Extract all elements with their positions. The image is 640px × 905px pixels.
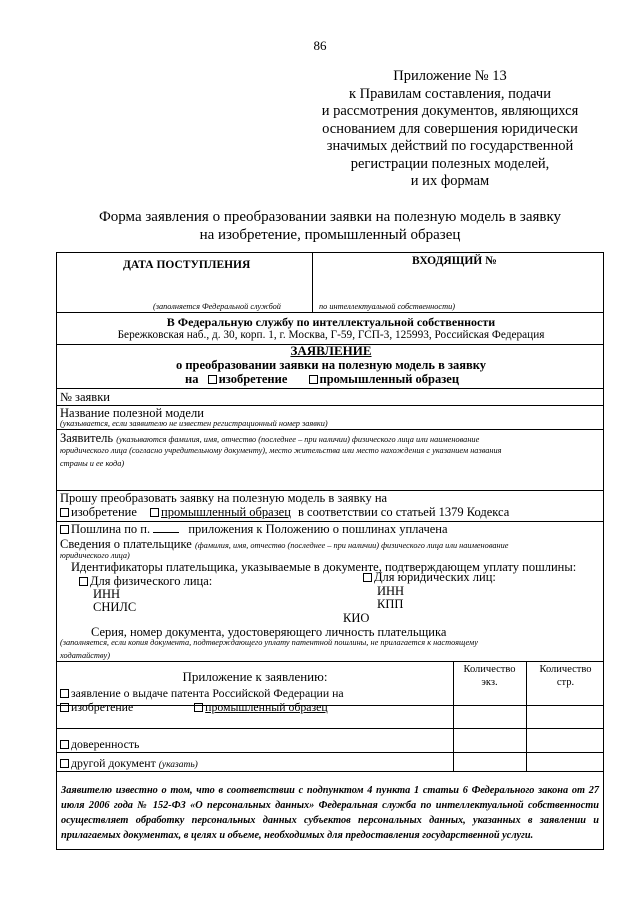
date-received-label: ДАТА ПОСТУПЛЕНИЯ — [123, 259, 251, 271]
attachment-design-label: промышленный образец — [205, 700, 328, 714]
appendix-line: регистрации полезных моделей, — [350, 155, 550, 172]
kio-field[interactable]: КИО — [343, 611, 370, 625]
utility-model-name-field[interactable]: Название полезной модели — [60, 406, 204, 420]
attachment-patent-options — [60, 700, 328, 715]
applicant-field[interactable] — [60, 431, 479, 446]
request-invention-label: изобретение — [71, 505, 137, 519]
id-document-field[interactable]: Серия, номер документа, удостоверяющего личность плательщика — [91, 625, 447, 639]
fill-note-right: по интеллектуальной собственности) — [319, 302, 455, 311]
statement-options — [185, 372, 459, 387]
appendix-line: и их формам — [410, 173, 490, 189]
copies-header-line: экз. — [481, 677, 498, 688]
legal-entity-checkbox[interactable] — [363, 573, 372, 582]
payer-info-line — [60, 537, 508, 552]
kpp-field[interactable]: КПП — [377, 597, 404, 611]
attachment-invention-checkbox[interactable] — [60, 703, 69, 712]
request-design-checkbox[interactable] — [150, 508, 159, 517]
pages-header-line: Количество — [539, 664, 592, 675]
appendix-line: Приложение № 13 — [393, 68, 507, 84]
id-document-note: (заполняется, если копия документа, подтверждающего уплату патентной пошлины, не прилагается к настоящему — [60, 638, 478, 647]
request-invention-checkbox[interactable] — [60, 508, 69, 517]
fee-clause-input[interactable] — [153, 523, 179, 533]
form-title-line: Форма заявления о преобразовании заявки на полезную модель в заявку — [98, 209, 562, 225]
inn-legal-field[interactable]: ИНН — [377, 584, 405, 598]
addressee-address: Бережковская наб., д. 30, корп. 1, г. Москва, Г-59, ГСП-3, 125993, Российская Федерация — [117, 329, 545, 341]
fee-paid-suffix: приложения к Положению о пошлинах уплачена — [188, 522, 448, 536]
fee-paid-line — [60, 522, 448, 537]
attachments-header: Приложение к заявлению: — [182, 669, 328, 684]
copies-header-line: Количество — [463, 664, 516, 675]
industrial-design-option: промышленный образец — [319, 372, 460, 386]
attachment-other-note: (указать) — [158, 760, 198, 770]
invention-checkbox[interactable] — [208, 375, 217, 384]
request-tail: в соответствии со статьей 1379 Кодекса — [298, 505, 510, 519]
fill-note-left: (заполняется Федеральной службой — [153, 302, 281, 311]
fee-paid-checkbox[interactable] — [60, 525, 69, 534]
applicant-note-line: страны и ее кода) — [60, 459, 125, 468]
applicant-label: Заявитель — [60, 431, 114, 445]
applicant-note: (указываются фамилия, имя, отчество (последнее – при наличии) физического лица или наименование — [116, 435, 480, 444]
utility-model-name-note: (указывается, если заявителю не известен регистрационный номер заявки) — [60, 419, 328, 428]
id-document-note-line: ходатайству) — [60, 651, 110, 660]
pages-header-line: стр. — [556, 677, 575, 688]
appendix-heading — [280, 68, 620, 191]
addressee-title: В Федеральную службу по интеллектуальной собственности — [166, 315, 496, 329]
industrial-design-checkbox[interactable] — [309, 375, 318, 384]
attachment-invention-label: изобретение — [71, 700, 134, 714]
statement-on: на — [185, 372, 199, 386]
legal-entity-label: Для юридических лиц: — [374, 570, 496, 584]
request-options — [60, 505, 509, 520]
inn-individual-field[interactable]: ИНН — [93, 587, 121, 601]
individual-label: Для физического лица: — [90, 574, 213, 588]
attachment-other-checkbox[interactable] — [60, 759, 69, 768]
pages-column-header — [526, 663, 605, 689]
attachment-other-line — [60, 756, 198, 771]
fee-paid-prefix: Пошлина по п. — [71, 522, 151, 536]
snils-field[interactable]: СНИЛС — [93, 600, 137, 614]
appendix-line: и рассмотрения документов, являющихся — [321, 103, 579, 119]
appendix-line: основанием для совершения юридически — [322, 120, 578, 137]
request-design-label: промышленный образец — [161, 505, 291, 519]
payer-info-label: Сведения о плательщике — [60, 537, 192, 551]
attachment-poa-line — [60, 737, 139, 752]
attachment-design-checkbox[interactable] — [194, 703, 203, 712]
form-title-line: на изобретение, промышленный образец — [199, 227, 461, 243]
attachment-poa-label: доверенность — [71, 737, 140, 751]
incoming-number-label: ВХОДЯЩИЙ № — [412, 255, 497, 267]
attachment-patent-line — [60, 686, 344, 701]
application-number-field[interactable]: № заявки — [60, 390, 110, 404]
attachment-patent-label: заявление о выдаче патента Российской Федерации на — [71, 686, 344, 700]
individual-checkbox[interactable] — [79, 577, 88, 586]
payer-info-note-line: юридического лица) — [60, 551, 130, 560]
appendix-line: значимых действий по государственной — [326, 138, 574, 154]
attachment-poa-checkbox[interactable] — [60, 740, 69, 749]
attachment-patent-checkbox[interactable] — [60, 689, 69, 698]
personal-data-consent: Заявителю известно о том, что в соответствии с подпунктом 4 пункта 1 статьи 6 Федерального закона от 27 июля 2006 года № 152-ФЗ «О персональных данных» Федеральная служба по интеллектуальной собственности осуществляет обработку персональных данных субъектов персональных данных, указанных в заявлении и прилагаемых документах, в целях и объеме, необходимых для предоставления государственной услуги. — [61, 785, 599, 841]
legal-entity-line — [363, 570, 496, 585]
invention-option: изобретение — [218, 372, 288, 386]
copies-column-header — [453, 663, 526, 689]
applicant-note-line: юридического лица (согласно учредительному документу), место жительства или место нахождения с указанием названия — [60, 446, 502, 455]
statement-subtitle: о преобразовании заявки на полезную модель в заявку — [175, 358, 487, 372]
request-line: Прошу преобразовать заявку на полезную модель в заявку на — [60, 491, 388, 505]
form-title — [70, 208, 590, 244]
application-form — [56, 252, 604, 850]
page-number: 86 — [313, 38, 327, 53]
attachment-other-label: другой документ — [71, 756, 156, 770]
appendix-line: к Правилам составления, подачи — [349, 85, 551, 102]
statement-title: ЗАЯВЛЕНИЕ — [290, 343, 372, 358]
payer-info-note: (фамилия, имя, отчество (последнее – при наличии) физического лица или наименование — [194, 541, 509, 550]
payer-identifiers-label: Идентификаторы плательщика, указываемые в документе, подтверждающем уплату пошлины: — [71, 560, 577, 574]
